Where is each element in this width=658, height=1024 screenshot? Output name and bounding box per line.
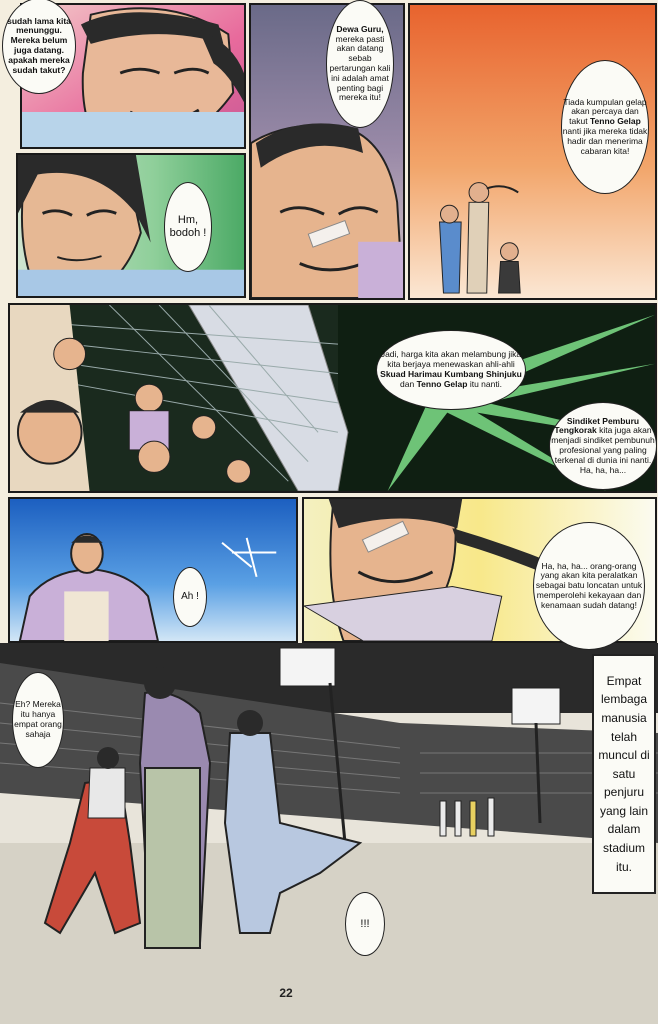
speech-bubble-5: Jadi, harga kita akan melambung jika kita berjaya menewaskan ahli-ahli Skuad Harimau Kumbang Shinjuku dan Tenno Gelap itu nanti.	[376, 330, 526, 410]
panel-8-stadium-scene	[0, 643, 658, 1024]
speech-bubble-7: Ah !	[173, 567, 207, 627]
speech-bubble-8: Ha, ha, ha... orang-orang yang akan kita peralatkan sebagai batu loncatan untuk memperolehi kekayaan dan kenamaan sudah datang!	[533, 522, 645, 650]
speech-bubble-9: Eh? Mereka itu hanya empat orang sahaja	[12, 672, 64, 768]
speech-bubble-2: Dewa Guru, mereka pasti akan datang sebab pertarungan kali ini adalah amat penting bagi mereka itu!	[326, 0, 394, 128]
speech-bubble-4: Hm, bodoh !	[164, 182, 212, 272]
page-number: 22	[279, 986, 293, 1000]
speech-bubble-3: Tiada kumpulan gelap akan percaya dan takut Tenno Gelap nanti jika mereka tidak hadir dan menerima cabaran kita!	[561, 60, 649, 194]
panel-6-art	[10, 499, 296, 641]
panel-6-man-blue-sky	[8, 497, 298, 643]
speech-bubble-6: Sindiket Pemburu Tengkorak kita juga akan menjadi sindiket pembunuh profesional yang paling terkenal di dunia ini nanti. Ha, ha, ha...	[549, 402, 657, 490]
panel-8-art	[0, 643, 658, 1024]
speech-bubble-10: !!!	[345, 892, 385, 956]
speech-bubble-1: sudah lama kita menunggu. Mereka belum juga datang. apakah mereka sudah takut?	[2, 0, 76, 94]
narration-caption: Empat lembaga manusia telah muncul di satu penjuru yang lain dalam stadium itu.	[592, 654, 656, 894]
